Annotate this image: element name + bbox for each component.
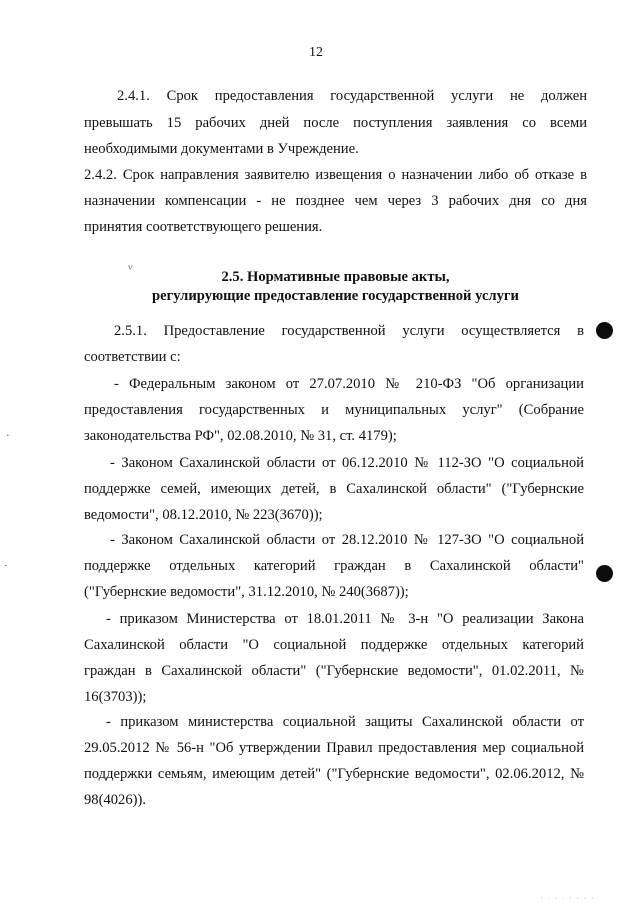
legal-act-item-line: 98(4026)).	[84, 792, 147, 808]
legal-act-item: - приказом Министерства от 18.01.2011 № 3-н "О реализации Закона	[106, 611, 584, 627]
edge-artifact: · · · · · · · ·	[540, 893, 595, 903]
legal-act-item-line: законодательства РФ", 02.08.2010, № 31, ст. 4179);	[84, 428, 397, 444]
legal-act-item-line: предоставления государственных и муниципальных услуг" (Собрание	[84, 402, 584, 418]
paragraph-2-5-1-line: соответствии с:	[84, 349, 181, 365]
paragraph-2-4-2-line: 2.4.2. Срок направления заявителю извещения о назначении либо об отказе в	[84, 167, 587, 183]
paragraph-2-4-2-line: принятия соответствующего решения.	[84, 219, 323, 235]
paragraph-2-4-1-line: 2.4.1. Срок предоставления государственной услуги не должен	[117, 88, 587, 104]
legal-act-item: - приказом министерства социальной защиты Сахалинской области от	[106, 714, 584, 730]
margin-mark: ·	[6, 430, 10, 442]
paragraph-2-4-1-line: превышать 15 рабочих дней после поступления заявления со всеми	[84, 115, 587, 131]
legal-act-item-line: поддержки семьям, имеющим детей" ("Губернские ведомости", 02.06.2012, №	[84, 766, 584, 782]
section-subtitle: регулирующие предоставление государственной услуги	[152, 288, 519, 304]
punch-hole	[596, 322, 613, 339]
legal-act-item-line: 29.05.2012 № 56-н "Об утверждении Правил предоставления мер социальной	[84, 740, 584, 756]
legal-act-item-line: ведомости", 08.12.2010, № 223(3670));	[84, 507, 323, 523]
legal-act-item: - Законом Сахалинской области от 28.12.2010 № 127-ЗО "О социальной	[110, 532, 584, 548]
punch-hole	[596, 565, 613, 582]
legal-act-item-line: граждан в Сахалинской области" ("Губернские ведомости", 01.02.2011, №	[84, 663, 584, 679]
legal-act-item: - Законом Сахалинской области от 06.12.2010 № 112-ЗО "О социальной	[110, 455, 584, 471]
paragraph-2-4-1-line: необходимыми документами в Учреждение.	[84, 141, 359, 157]
section-title: 2.5. Нормативные правовые акты,	[221, 269, 450, 285]
legal-act-item-line: 16(3703));	[84, 689, 147, 705]
stray-mark: ⱽ	[128, 265, 133, 276]
legal-act-item-line: поддержке семей, имеющих детей, в Сахалинской области" ("Губернские	[84, 481, 584, 497]
paragraph-2-5-1-line: 2.5.1. Предоставление государственной услуги осуществляется в	[114, 323, 584, 339]
page-number: 12	[309, 45, 323, 60]
paragraph-2-4-2-line: назначении компенсации - не позднее чем через 3 рабочих дня со дня	[84, 193, 587, 209]
legal-act-item-line: поддержке отдельных категорий граждан в Сахалинской области"	[84, 558, 584, 574]
legal-act-item-line: Сахалинской области "О социальной поддержке отдельных категорий	[84, 637, 584, 653]
legal-act-item: - Федеральным законом от 27.07.2010 № 210-ФЗ "Об организации	[114, 376, 584, 392]
margin-mark: ·	[4, 560, 8, 572]
legal-act-item-line: ("Губернские ведомости", 31.12.2010, № 240(3687));	[84, 584, 409, 600]
